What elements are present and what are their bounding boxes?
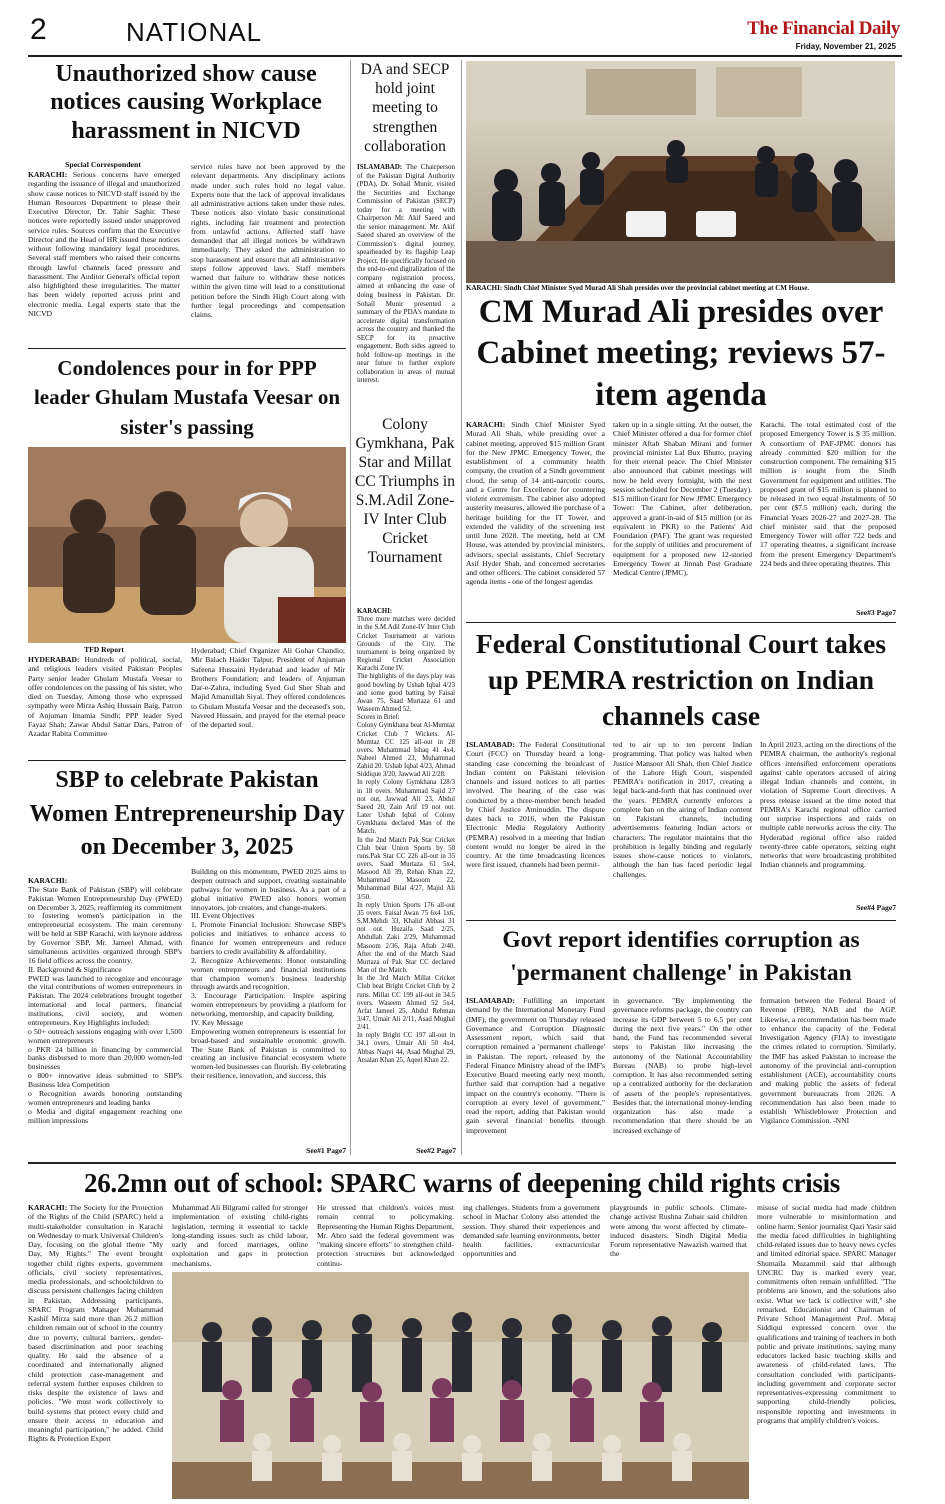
govt-column-3: formation between the Federal Board of Revenue (FBR), NAB and the AGP. Likewise, a recommendation has been made to enhance the capacity of the Federal Investigation Agency (FIA) to investigate the crimes related to corruption. Similarly, the IMF has asked Pakistan to increase the autonomy of the provincial anti-corruption establishment (ACE), accountability courts and making public the assets of federal government bureaucrats from 2026. A recommendation has also been made to establish Whistleblower Protection and Vigilance Commission. -NNI	[760, 996, 896, 1126]
condolence-column-2: Hyderabad; Chief Organizer Ali Gohar Chandio; Mir Balach Haider Talpur, President of Anjuman Safeena Hussaini Hyderabad and leader of Mir Brothers Foundation; and leaders of Anjuman Dar-e-Zahra, including Syed Gul Sher Shah and Majid Amanullah Siyal. They offered condolences to Ghulam Mustafa Veesar and the deceased's son, Naveed Hussain, and prayed for the eternal peace of the departed soul.	[191, 646, 345, 729]
sparc-top-rule	[28, 1162, 896, 1164]
condolence-bottom-rule	[28, 760, 346, 761]
sparc-headline: 26.2mn out of school: SPARC warns of deepening child rights crisis	[84, 1168, 840, 1198]
sparc-column-2: Muhammad Ali Bilgrami called for stronger implementation of existing child-rights legislation, terming it essential to tackle long-standing issues such as child labour, early and forced marriages, online exploitation and gaps in protection mechanisms.	[172, 1203, 308, 1267]
nicvd-headline: Unauthorized show cause notices causing Workplace harassment in NICVD	[50, 61, 322, 144]
sbp-see-more-link[interactable]: See#1 Page7	[306, 1146, 346, 1155]
cricket-body: Three more matches were decided in the S.M.Adil Zone-IV Inter Club Cricket Tournament at various Grounds of the City. The tournament is being organized by Regional Cricket Association Karachi Zone IV. The highlights of the days play was good bowling by Ushab Iqbal 4/23 and some good batting by Faisal Awan 75, Saad Murtaza 61 and Waseem Ahmed 52. Scores in Brief: Colony Gymkhana beat Al-Mumtaz Cricket Club 7 Wickets. Al-Mumtaz CC 125 all-out in 28 overs. Muhammad Ishaq 41 4x4, Nabeel Ahmed 23, Muhammad Zahid 20. Ushab Iqbal 4/23, Ahmad Siddique 3/20, Jawwad Ali 2/28. In reply Colony Gymkhana 128/3 in 18 overs. Muhammad Sajid 27 not out, Jawwad Ali 23, Abdul Saeed 20, Zain Arif 19 not out. Later Ushab Iqbal of Colony Gymkhana declared Man of the Match. In the 2nd Match Pak Star Cricket Club beat Union Sports by 50 runs.Pak Star CC 226 all-out in 35 overs. Saad Murtaza 61 5x4, Masood Ali 39, Rehan Khan 22, Muhammad Masoom 22, Muhammad Bilal 4/27, Majid Ali 3/50. In reply Union Sports 176 all-out 35 overs. Faisal Awan 75 6x4 1x6, S.M.Mehdi 33, Khalid Abbasi 31 not out. Huzaifa Saad 2/25, Abdullah Zaki 2/29, Muhammad Masoom 2/36, Raja Aftab 2/40. After the end of the Match Saad Murtaza of Pak Star CC declared Man of the Match. In the 3rd Match Millat Cricket Club beat Bright Cricket Club by 2 runs. Millat CC 199 all-out in 34.5 overs. Waseem Ahmed 52 5x4, Arfat Jameel 25, Abdul Rehman 3/47, Umair Ali 2/11, Asad Mughal 2/41. In reply Bright CC 197 all-out in 34.1 overs. Umair Ali 50 4x4, Abbas Naqvi 44, Asad Mughal 29, Arsalan Khan 25, Aqeel Khan 22.	[357, 616, 455, 1064]
sparc-column-1	[28, 1203, 163, 1499]
condolence-photo-credit: TFD Report	[84, 645, 124, 654]
cricket-see-more-link[interactable]: See#2 Page7	[416, 1146, 456, 1155]
page-number: 2	[30, 13, 47, 46]
nicvd-column-1	[28, 170, 180, 342]
govt-column-1	[466, 996, 605, 1156]
cabinet-see-more-link[interactable]: See#3 Page7	[856, 608, 896, 617]
sparc-column-6: misuse of social media had made children more vulnerable to misinformation and online harm. Senior journalist Qazi Yasir said the media faced difficulties in highlighting child-related issues due to heavy news cycles and limited editorial space. SPARC Manager Shumaila Muzammil said that although UNCRC Day is marked every year, commitments often remain unfulfilled. "The problems are known, and the solutions also exist. What we lack is collective will," she remarked. Educationist and Chairman of Private School Management Prof. Meraj Siddiqui expressed concern over the qualifications and training of teachers in both public and private institutions, saying many educators lacked basic teaching skills and awareness of child-related laws. The consultation concluded with participants-including government and corporate sector representatives-expressing commitment to supporting child-friendly policies, responsible reporting and investments in programs that amplify children's voices.	[757, 1203, 896, 1425]
pemra-dateline: ISLAMABAD:	[466, 740, 515, 749]
condolence-column-1	[28, 655, 182, 755]
cabinet-body-1: Sindh Chief Minister Syed Murad Ali Shah, while presiding over a cabinet meeting, approved $15 million Grant for the New JPMC Emergency Tower, the establishment of a community health company, the creation of a Sindh government cloud, the setup of 14 anti-narcotic courts, and a Centre for Excellence for countering violent extremism. The cabinet also adopted austerity measures, allowed the purchase of a heritage building for the IT Tower, and extended the validity of the screening test until June 2028. The meeting, held at CM House, was attended by provincial ministers, advisors, special assistants, Chief Secretary Asif Hyder Shah, and concerned secretaries and other officers. The cabinet considered 57 agenda items - one of the longest agendas	[466, 420, 605, 587]
sbp-column-2: Building on this momentum, PWED 2025 aims to deepen outreach and support, creating sustainable pathways for women in business. As a part of a global initiative PWED also honors women innovators, job creators, and change-makers. III. Event Objectives 1. Promote Financial Inclusion: Showcase SBP's policies and initiatives to enhance access to finance for women entrepreneurs and reduce barriers to credit availability & affordability. 2. Recognize Achievements: Honor outstanding women entrepreneurs and financial institutions that champion women's business leadership through awards and recognition. 3. Encourage Participation: Inspire aspiring women entrepreneurs by providing a platform for networking, mentorship, and capacity building. IV. Key Message Empowering women entrepreneurs is essential for broad-based and sustainable economic growth. The State Bank of Pakistan is committed to creating an inclusive financial ecosystem where women-led businesses can flourish. By celebrating their resilience, innovation, and success, this	[191, 868, 346, 1081]
sbp-column-1	[28, 868, 182, 1158]
sbp-headline: SBP to celebrate Pakistan Women Entrepreneurship Day on December 3, 2025	[29, 767, 345, 861]
cabinet-dateline: KARACHI:	[466, 420, 506, 429]
sparc-dateline: KARACHI:	[28, 1203, 68, 1212]
cabinet-meeting-photo	[466, 61, 895, 283]
pemra-column-2: ted to air up to ten percent Indian programming. That policy was halted when Justice Mansoor Ali Shah, then Chief Justice of the Lahore High Court, suspended PEMRA's notification in 2017, creating a legal back-and-forth that has continued over the years. PEMRA currently enforces a complete ban on the airing of Indian content on Pakistani channels, including advertisements featuring Indian actors or characters. The regulator maintains that the prohibition is legally binding and regularly issues show-cause notices to violators, although the ban has faced periodic legal challenges.	[613, 740, 752, 879]
secp-headline: DA and SECP hold joint meeting to strengthen collaboration	[360, 61, 450, 155]
govt-body-1: Fulfilling an important demand by the International Monetary Fund (IMF), the government on Thursday released Governance and Corruption Diagnostic Assessment report, which said that corruption remained a 'permanent challenge' in Pakistan. The report, released by the Federal Finance Ministry ahead of the IMF's Executive Board meeting early next month, further said that corruption had a negative impact on the country's economy. "There is corruption at every level of government," read the report, adding that Pakistan would gain several financial benefits through improvement	[466, 996, 605, 1135]
sparc-column-3: He stressed that children's voices must remain central to policymaking. Representing the Human Rights Department, Mr. Abro said the federal government was "making sincere efforts" to strengthen child-protection structures but acknowledged continu-	[317, 1203, 454, 1267]
pemra-bottom-rule	[466, 920, 896, 921]
section-name: NATIONAL	[126, 17, 263, 47]
cabinet-column-2: taken up in a single sitting. At the outset, the Chief Minister offered a dua for former chief minister Aftab Shaban Mirani and former provincial minister Lal Bux Bhutto, praying for their eternal peace. The Chief Minister also announced that cabinet meetings will now be held every fortnight, with the next session scheduled for December 2 (Tuesday). $15 million Grant for New JPMC Emergency Tower: The Cabinet, after deliberation, approved a grant-in-aid of $15 million (or its equivalent in PKR) to the Patients' Aid Foundation (PAF). The grant was requested for the supply of utilities and procurement of equipment for a proposed new 12-storied Emergency Tower at Jinnah Post Graduate Medical Centre (JPMC),	[613, 420, 752, 577]
cricket-right-divider	[461, 60, 462, 1155]
masthead-logo: The Financial Daily	[747, 18, 900, 39]
govt-dateline: ISLAMABAD:	[466, 996, 515, 1005]
cabinet-headline: CM Murad Ali presides over Cabinet meeting; reviews 57-item agenda	[476, 294, 886, 413]
secp-column	[357, 163, 455, 411]
sparc-body-1: The Society for the Protection of the Rights of the Child (SPARC) held a multi-stakeholder consultation in Karachi on Wednesday to mark Universal Children's Day, focusing on the global theme "My Day, My Rights." The event brought together child rights experts, government officials, civil society representatives, media professionals, and schoolchildren to discuss persistent challenges facing children in Pakistan. Addressing participants, SPARC Program Manager Muhammad Kashif Mirza said more than 26.2 million children remain out of school in the country due to poverty, cultural barriers, gender-based discrimination and poor teaching quality. He said the absence of a coordinated and internationally aligned child protection case-management and referral system further exposes children to risks despite the existence of laws and policies. "We must work collectively to build systems that protect every child and ensure their access to education and meaningful participation," he added. Child Rights & Protection Expert	[28, 1203, 163, 1444]
pemra-column-1	[466, 740, 605, 916]
cricket-column	[357, 600, 455, 1145]
govt-headline: Govt report identifies corruption as 'permanent challenge' in Pakistan	[502, 927, 860, 987]
issue-date: Friday, November 21, 2025	[795, 42, 896, 51]
sparc-column-4: ing challenges. Students from a government school in Machar Colony also attended the session. They shared their experiences and demanded safe learning environments, better health facilities, extracurricular opportunities and	[463, 1203, 600, 1259]
cabinet-photo-caption: KARACHI: Sindh Chief Minister Syed Murad Ali Shah presides over the provincial cabinet meeting at CM House.	[466, 284, 810, 292]
sbp-dateline: KARACHI:	[28, 875, 68, 885]
cricket-dateline: KARACHI:	[357, 608, 393, 616]
condolence-dateline: HYDERABAD:	[28, 655, 80, 664]
govt-column-2: in governance. "By implementing the governance reforms package, the country can increase its GDP between 5 to 6.5 per cent during the next five years." On the other hand, the Fund has recommended several steps to Pakistan like increasing the autonomy of the National Accountability Bureau (NAB) to probe high-level corruption. It has also recommended setting up a centralized authority for the declaration of assets of the people's representatives. Besides that, the international money-lending organization has also made a recommendation that there should be an increased exchange of	[613, 996, 752, 1135]
condolence-headline: Condolences pour in for PPP leader Ghulam Mustafa Veesar on sister's passing	[33, 356, 341, 439]
pemra-body-1: The Federal Constitutional Court (FCC) on Thursday heard a long-standing case concerning the broadcast of Indian content on Pakistani television channels and issued notices to all parties involved. The hearing of the case was conducted by a three-member bench headed by Chief Justice Aminuddin. The dispute dates back to 2016, when the Pakistan Electronic Media Regulatory Authority (PEMRA) resolved in a meeting that Indian content would no longer be aired in the country. At the time broadcasting licences were first issued, channels had been permit-	[466, 740, 605, 870]
header-rule	[28, 55, 902, 57]
sbp-body-1: The State Bank of Pakistan (SBP) will celebrate Pakistan Women Entrepreneurship Day (PWED) on December 3, 2025, reaffirming its commitment to fostering women's participation in the entrepreneurial ecosystem. The main ceremony will be held at SBP Karachi, with keynote address by Governor SBP, Mr. Jameel Ahmad, with simultaneous activities organized through SBP's 16 field offices across the country. II. Background & Significance PWED was launched to recognize and encourage the vital contributions of women entrepreneurs in Pakistan. The 2024 celebrations brought together international and local partners, financial institutions, civil society, and women entrepreneurs. Key Highlights included: o 50+ outreach sessions engaging with over 1,500 women entrepreneurs o PKR 24 billion in financing by commercial banks disbursed to more than 20,000 women-led businesses o 800+ innovative ideas submitted to SBP's Business Idea Competition o Recognition awards honoring outstanding women entrepreneurs and leading banks o Media and digital engagement reaching one million impressions	[28, 884, 182, 1125]
nicvd-body-1: Serious concerns have emerged regarding the issuance of illegal and unauthorized show cause notices to NICVD staff issued by the Human Resources Department to please their Executive Director, Dr. Tahir Saghir. These notices were reportedly issued under unapproved service rules. Sources confirm that the Executive Director and the Head of HR issued these notices without following mandatory legal procedures. Several staff members who raised their concerns through lawful channels faced pressure and harassment. The Auditor General's official report also highlighted these irregularities. The matter has been widely reported across print and electronic media. Legal experts state that the NICVD	[28, 170, 180, 318]
cabinet-meeting-image	[466, 61, 895, 283]
condolence-body-1: Hundreds of political, social, and religious leaders visited Pakistan Peoples Party senior leader Ghulam Mustafa Veesar to offer condolences on the passing of his sister, who died on Tuesday. Among those who expressed sympathy were Mirza Ashiq Hussain Baig, Patron of Anjuman Imamia Sindh; PPP leader Syed Fayaz Shah; Zawar Abdul Sattar Dars, Patron of Azadar Rabita Committee	[28, 655, 182, 738]
cabinet-column-3: Karachi. The total estimated cost of the proposed Emergency Tower is $ 35 million. A consortium of PAF-JPMC donors has already committed $20 million for the construction component. The remaining $15 million is sought from the Sindh Government for equipment and utilities. The proposed grant of $15 million is planned to be released in two equal instalments of 50 per cent ($7.5 million) each, during the Financial Years 2026-27 and 2027-28. The chief minister said that the proposed Emergency Tower will offer 722 beds and 17 operating theatres, a significant increase from the present Emergency Department's 224 beds and three operating theatres. This	[760, 420, 896, 568]
nicvd-bottom-rule	[28, 348, 346, 349]
condolence-image	[28, 447, 346, 643]
pemra-column-3: In April 2023, acting on the directions of the PEMRA chairman, the authority's regional offices intensified enforcement operations against cable operators accused of airing illegal Indian channels and content, in violation of Supreme Court directives. A press release issued at the time noted that PEMRA's Karachi regional office carried out surprise inspections and raids on multiple cable networks across the city. The Hyderabad regional office also raided twenty-three cable operators, seizing eight networks that were broadcasting prohibited Indian channels and programming.	[760, 740, 896, 870]
secp-dateline: ISLAMABAD:	[357, 163, 403, 171]
nicvd-dateline: KARACHI:	[28, 170, 68, 179]
sparc-event-image	[172, 1272, 749, 1499]
sparc-group-photo	[172, 1272, 749, 1499]
nicvd-column-2: service rules have not been approved by the relevant departments. Any disciplinary actions made under such rules hold no legal value. Experts note that the lack of approval invalidates all administrative actions taken under these rules. These notices also violate basic constitutional rights, including fair treatment and protection from unlawful actions. Affected staff have demanded that all illegal notices be withdrawn immediately. They asked the administration to stop harassment and ensure that all administrative steps follow approved laws. Staff members warned that failure to withdraw these notices within the given time will lead to a constitutional petition before the Sindh High Court along with further legal proceedings and compensation claims.	[191, 162, 345, 319]
secp-left-divider	[350, 60, 351, 1155]
condolence-photo	[28, 447, 346, 643]
nicvd-byline: Special Correspondent	[65, 160, 141, 169]
cricket-headline: Colony Gymkhana, Pak Star and Millat CC Triumphs in S.M.Adil Zone-IV Inter Club Cricket Tournament	[355, 416, 455, 567]
cabinet-column-1	[466, 420, 605, 618]
sparc-column-5: playgrounds in public schools. Climate-change activist Rushna Zubair said children were among the worst affected by climate-induced disasters. Sindh Digital Media Forum representative Nawazish warned that the	[610, 1203, 747, 1259]
pemra-see-more-link[interactable]: See#4 Page7	[856, 903, 896, 912]
secp-body: The Chairperson of the Pakistan Digital Authority (PDA), Dr. Sohail Munir, visited the Securities and Exchange Commission of Pakistan (SECP) today for a meeting with Chairperson Mr. Akif Saeed and the senior management. Mr. Akif Saeed shared an overview of the Commission's digital journey, spearheaded by its flagship Leap Project. He specifically focused on the end-to-end digitalization of the company registration process, aimed at enhancing the ease of doing business in Pakistan. Dr. Sohail Munir presented a summary of the PDA's mandate to accelerate digital transformation across the country and thanked the SECP for its proactive engagement. Both sides agreed to hold follow-up meetings in the near future to further explore collaboration in areas of mutual interest.	[357, 163, 455, 385]
cabinet-bottom-rule	[466, 622, 896, 623]
pemra-headline: Federal Constitutional Court takes up PEMRA restriction on Indian channels case	[475, 628, 887, 731]
